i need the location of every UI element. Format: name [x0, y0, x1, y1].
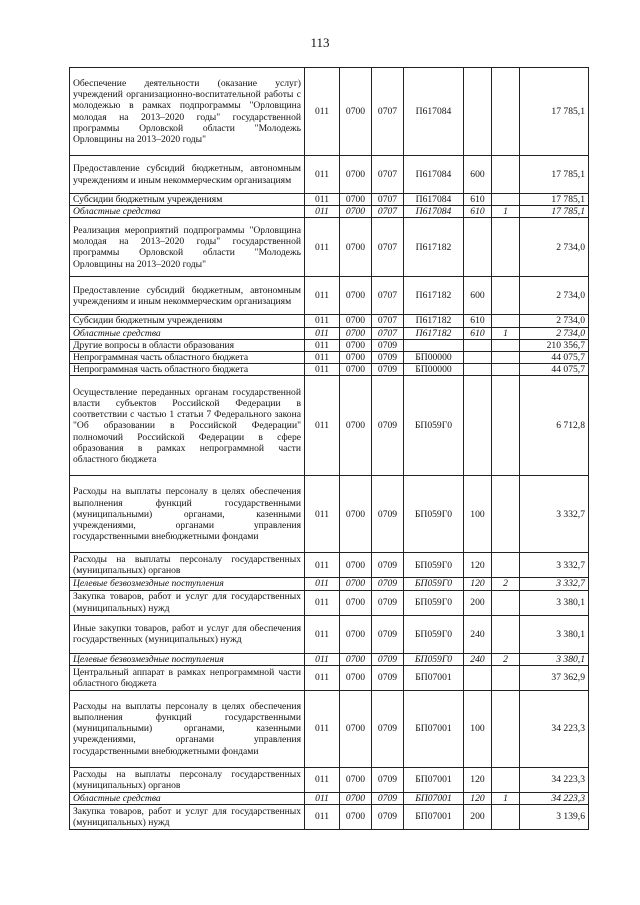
ved-code: 011 [305, 690, 340, 767]
row-name: Обеспечение деятельности (оказание услуг) учреждений организационно-воспитательной работы с молодежью в рамках подпрограммы "Орловщина молодая на 2013–2020 годы" государственной программы Орловской области "Молодежь Орловщины на 2013–2020 годы" [70, 68, 305, 156]
budget-table [69, 67, 589, 830]
section-code: 0700 [340, 68, 372, 156]
funding-source-code [492, 315, 520, 327]
row-name: Реализация мероприятий подпрограммы "Орловщина молодая на 2013–2020 годы" государственной программы Орловской области "Молодежь Орловщины на 2013–2020 годы" [70, 218, 305, 277]
table-row [70, 476, 589, 553]
row-name: Областные средства [70, 792, 305, 804]
expense-type-code [464, 364, 492, 376]
ved-code: 011 [305, 339, 340, 351]
expense-type-code: 200 [464, 805, 492, 830]
ved-code: 011 [305, 578, 340, 590]
ved-code: 011 [305, 352, 340, 364]
funding-source-code [492, 277, 520, 315]
expense-type-code: 100 [464, 690, 492, 767]
subsection-code: 0709 [372, 590, 404, 615]
subsection-code: 0709 [372, 615, 404, 653]
amount: 17 785,1 [520, 194, 589, 206]
ved-code: 011 [305, 156, 340, 194]
section-code: 0700 [340, 156, 372, 194]
ved-code: 011 [305, 476, 340, 553]
row-name: Расходы на выплаты персоналу государственных (муниципальных) органов [70, 553, 305, 578]
funding-source-code [492, 352, 520, 364]
section-code: 0700 [340, 339, 372, 351]
expense-type-code [464, 68, 492, 156]
row-name: Субсидии бюджетным учреждениям [70, 194, 305, 206]
section-code: 0700 [340, 553, 372, 578]
subsection-code: 0709 [372, 653, 404, 665]
expense-type-code: 120 [464, 578, 492, 590]
expense-type-code: 100 [464, 476, 492, 553]
target-article-code: П617084 [404, 194, 464, 206]
target-article-code: БП07001 [404, 665, 464, 690]
table-row [70, 767, 589, 792]
funding-source-code: 1 [492, 327, 520, 339]
subsection-code: 0707 [372, 206, 404, 218]
section-code: 0700 [340, 805, 372, 830]
table-row [70, 327, 589, 339]
row-name: Другие вопросы в области образования [70, 339, 305, 351]
expense-type-code: 600 [464, 156, 492, 194]
section-code: 0700 [340, 653, 372, 665]
ved-code: 011 [305, 194, 340, 206]
ved-code: 011 [305, 805, 340, 830]
subsection-code: 0709 [372, 476, 404, 553]
table-row [70, 206, 589, 218]
row-name: Предоставление субсидий бюджетным, автономным учреждениям и иным некоммерческим организациям [70, 156, 305, 194]
section-code: 0700 [340, 364, 372, 376]
row-name: Предоставление субсидий бюджетным, автономным учреждениям и иным некоммерческим организациям [70, 277, 305, 315]
expense-type-code: 610 [464, 315, 492, 327]
amount: 3 380,1 [520, 653, 589, 665]
amount: 6 712,8 [520, 376, 589, 476]
section-code: 0700 [340, 590, 372, 615]
target-article-code: БП059Г0 [404, 590, 464, 615]
ved-code: 011 [305, 615, 340, 653]
table-row [70, 218, 589, 277]
expense-type-code [464, 352, 492, 364]
subsection-code: 0709 [372, 553, 404, 578]
row-name: Центральный аппарат в рамках непрограммной части областного бюджета [70, 665, 305, 690]
section-code: 0700 [340, 218, 372, 277]
row-name: Закупка товаров, работ и услуг для государственных (муниципальных) нужд [70, 805, 305, 830]
subsection-code: 0707 [372, 218, 404, 277]
funding-source-code: 1 [492, 792, 520, 804]
subsection-code: 0707 [372, 194, 404, 206]
section-code: 0700 [340, 327, 372, 339]
target-article-code: БП00000 [404, 352, 464, 364]
amount: 2 734,0 [520, 277, 589, 315]
expense-type-code: 240 [464, 653, 492, 665]
subsection-code: 0709 [372, 578, 404, 590]
amount: 37 362,9 [520, 665, 589, 690]
target-article-code: П617182 [404, 315, 464, 327]
subsection-code: 0709 [372, 364, 404, 376]
target-article-code: БП07001 [404, 792, 464, 804]
subsection-code: 0709 [372, 352, 404, 364]
funding-source-code [492, 767, 520, 792]
row-name: Непрограммная часть областного бюджета [70, 364, 305, 376]
section-code: 0700 [340, 792, 372, 804]
target-article-code: БП059Г0 [404, 653, 464, 665]
subsection-code: 0709 [372, 665, 404, 690]
table-row [70, 352, 589, 364]
subsection-code: 0707 [372, 277, 404, 315]
amount: 44 075,7 [520, 352, 589, 364]
table-row [70, 653, 589, 665]
ved-code: 011 [305, 206, 340, 218]
row-name: Осуществление переданных органам государственной власти субъектов Российской Федерации в соответствии с частью 1 статьи 7 Федерального закона "Об образовании в Российской Федерации" полномочий Российской Федерации в сфере образования в рамках непрограммной части областного бюджета [70, 376, 305, 476]
table-row [70, 665, 589, 690]
ved-code: 011 [305, 364, 340, 376]
table-row [70, 194, 589, 206]
funding-source-code [492, 690, 520, 767]
amount: 3 332,7 [520, 578, 589, 590]
funding-source-code [492, 805, 520, 830]
row-name: Закупка товаров, работ и услуг для государственных (муниципальных) нужд [70, 590, 305, 615]
ved-code: 011 [305, 218, 340, 277]
target-article-code: БП059Г0 [404, 476, 464, 553]
target-article-code: БП059Г0 [404, 615, 464, 653]
row-name: Расходы на выплаты персоналу государственных (муниципальных) органов [70, 767, 305, 792]
target-article-code [404, 339, 464, 351]
expense-type-code: 120 [464, 553, 492, 578]
row-name: Расходы на выплаты персоналу в целях обеспечения выполнения функций государственными (муниципальными) органами, казенными учреждениями, органами управления государственными внебюджетными фондами [70, 690, 305, 767]
target-article-code: БП07001 [404, 805, 464, 830]
funding-source-code [492, 68, 520, 156]
ved-code: 011 [305, 315, 340, 327]
subsection-code: 0707 [372, 327, 404, 339]
funding-source-code: 2 [492, 653, 520, 665]
expense-type-code: 610 [464, 327, 492, 339]
target-article-code: БП059Г0 [404, 553, 464, 578]
ved-code: 011 [305, 327, 340, 339]
funding-source-code [492, 194, 520, 206]
target-article-code: П617182 [404, 277, 464, 315]
row-name: Областные средства [70, 327, 305, 339]
amount: 17 785,1 [520, 206, 589, 218]
amount: 2 734,0 [520, 327, 589, 339]
amount: 2 734,0 [520, 315, 589, 327]
amount: 44 075,7 [520, 364, 589, 376]
section-code: 0700 [340, 615, 372, 653]
amount: 3 332,7 [520, 476, 589, 553]
table-row [70, 156, 589, 194]
row-name: Непрограммная часть областного бюджета [70, 352, 305, 364]
subsection-code: 0709 [372, 792, 404, 804]
funding-source-code: 1 [492, 206, 520, 218]
funding-source-code: 2 [492, 578, 520, 590]
table-row [70, 805, 589, 830]
amount: 210 356,7 [520, 339, 589, 351]
amount: 3 139,6 [520, 805, 589, 830]
expense-type-code [464, 339, 492, 351]
funding-source-code [492, 339, 520, 351]
amount: 3 332,7 [520, 553, 589, 578]
amount: 34 223,3 [520, 767, 589, 792]
table-row [70, 277, 589, 315]
expense-type-code [464, 665, 492, 690]
target-article-code: П617084 [404, 68, 464, 156]
table-row [70, 315, 589, 327]
table-row [70, 578, 589, 590]
funding-source-code [492, 476, 520, 553]
table-row [70, 553, 589, 578]
section-code: 0700 [340, 665, 372, 690]
table-row [70, 376, 589, 476]
funding-source-code [492, 615, 520, 653]
table-row [70, 690, 589, 767]
row-name: Областные средства [70, 206, 305, 218]
subsection-code: 0707 [372, 68, 404, 156]
ved-code: 011 [305, 653, 340, 665]
subsection-code: 0709 [372, 339, 404, 351]
amount: 17 785,1 [520, 156, 589, 194]
section-code: 0700 [340, 767, 372, 792]
ved-code: 011 [305, 590, 340, 615]
expense-type-code: 120 [464, 792, 492, 804]
expense-type-code: 610 [464, 194, 492, 206]
page-number: 113 [310, 35, 330, 50]
target-article-code: П617084 [404, 206, 464, 218]
table-row [70, 339, 589, 351]
expense-type-code [464, 218, 492, 277]
row-name: Целевые безвозмездные поступления [70, 653, 305, 665]
section-code: 0700 [340, 315, 372, 327]
subsection-code: 0707 [372, 156, 404, 194]
row-name: Целевые безвозмездные поступления [70, 578, 305, 590]
subsection-code: 0709 [372, 805, 404, 830]
amount: 17 785,1 [520, 68, 589, 156]
section-code: 0700 [340, 578, 372, 590]
funding-source-code [492, 376, 520, 476]
section-code: 0700 [340, 194, 372, 206]
section-code: 0700 [340, 352, 372, 364]
ved-code: 011 [305, 277, 340, 315]
section-code: 0700 [340, 690, 372, 767]
expense-type-code [464, 376, 492, 476]
amount: 3 380,1 [520, 615, 589, 653]
section-code: 0700 [340, 476, 372, 553]
funding-source-code [492, 590, 520, 615]
section-code: 0700 [340, 376, 372, 476]
section-code: 0700 [340, 277, 372, 315]
target-article-code: БП07001 [404, 767, 464, 792]
ved-code: 011 [305, 553, 340, 578]
ved-code: 011 [305, 767, 340, 792]
table-row [70, 590, 589, 615]
amount: 3 380,1 [520, 590, 589, 615]
target-article-code: П617182 [404, 218, 464, 277]
subsection-code: 0709 [372, 690, 404, 767]
funding-source-code [492, 156, 520, 194]
expense-type-code: 610 [464, 206, 492, 218]
subsection-code: 0709 [372, 376, 404, 476]
target-article-code: БП07001 [404, 690, 464, 767]
table-row [70, 792, 589, 804]
funding-source-code [492, 364, 520, 376]
funding-source-code [492, 665, 520, 690]
expense-type-code: 120 [464, 767, 492, 792]
row-name: Расходы на выплаты персоналу в целях обеспечения выполнения функций государственными (муниципальными) органами, казенными учреждениями, органами управления государственными внебюджетными фондами [70, 476, 305, 553]
expense-type-code: 600 [464, 277, 492, 315]
target-article-code: БП059Г0 [404, 578, 464, 590]
amount: 34 223,3 [520, 792, 589, 804]
funding-source-code [492, 218, 520, 277]
target-article-code: БП059Г0 [404, 376, 464, 476]
amount: 34 223,3 [520, 690, 589, 767]
target-article-code: П617084 [404, 156, 464, 194]
table-row [70, 68, 589, 156]
amount: 2 734,0 [520, 218, 589, 277]
ved-code: 011 [305, 665, 340, 690]
ved-code: 011 [305, 792, 340, 804]
funding-source-code [492, 553, 520, 578]
ved-code: 011 [305, 68, 340, 156]
table-row [70, 615, 589, 653]
subsection-code: 0709 [372, 767, 404, 792]
target-article-code: БП00000 [404, 364, 464, 376]
expense-type-code: 240 [464, 615, 492, 653]
expense-type-code: 200 [464, 590, 492, 615]
table-row [70, 364, 589, 376]
section-code: 0700 [340, 206, 372, 218]
row-name: Иные закупки товаров, работ и услуг для обеспечения государственных (муниципальных) нужд [70, 615, 305, 653]
row-name: Субсидии бюджетным учреждениям [70, 315, 305, 327]
target-article-code: П617182 [404, 327, 464, 339]
ved-code: 011 [305, 376, 340, 476]
subsection-code: 0707 [372, 315, 404, 327]
